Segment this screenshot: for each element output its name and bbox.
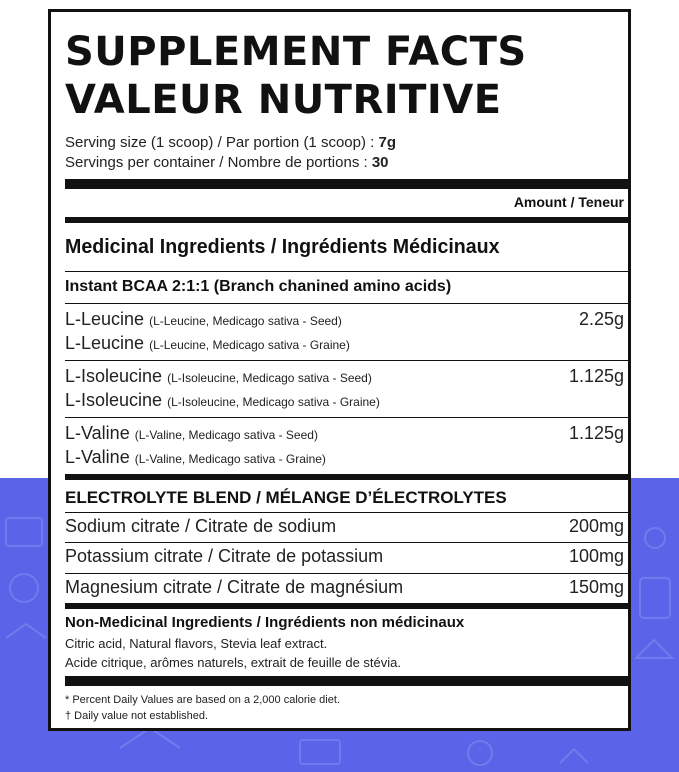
electrolyte-magnesium: Magnesium citrate / Citrate de magnésium: [65, 577, 404, 597]
ingredient-name: L-Leucine: [65, 333, 145, 353]
ingredient-detail: (L-Leucine, Medicago sativa - Seed): [149, 314, 342, 328]
divider-thin: [65, 512, 628, 513]
divider-thick: [65, 179, 628, 189]
ingredient-isoleucine-en: [65, 365, 372, 389]
footnote-daily-values: * Percent Daily Values are based on a 2,000 calorie diet.: [65, 694, 340, 706]
footnote-not-established: † Daily value not established.: [65, 710, 209, 722]
ingredient-name: L-Leucine: [65, 309, 145, 329]
divider-thick: [65, 676, 628, 686]
bcaa-blend-heading: Instant BCAA 2:1:1 (Branch chanined amino acids): [65, 278, 452, 295]
divider-thin: [65, 573, 628, 574]
medicinal-ingredients-heading: Medicinal Ingredients / Ingrédients Médicinaux: [65, 236, 500, 258]
electrolyte-potassium: Potassium citrate / Citrate de potassium: [65, 546, 384, 566]
ingredient-amount: 1.125g: [568, 423, 624, 443]
ingredient-leucine-en: [65, 308, 342, 332]
ingredient-detail: (L-Leucine, Medicago sativa - Graine): [149, 338, 350, 352]
divider-medium: [65, 474, 628, 480]
electrolyte-amount: 200mg: [568, 516, 624, 536]
servings-per-container-value: 30: [371, 154, 389, 171]
electrolyte-blend-heading: ELECTROLYTE BLEND / MÉLANGE D’ÉLECTROLYTES: [65, 488, 507, 507]
servings-per-container: [65, 154, 389, 172]
serving-size: [65, 134, 396, 152]
ingredient-detail: (L-Valine, Medicago sativa - Graine): [134, 452, 326, 466]
electrolyte-sodium: Sodium citrate / Citrate de sodium: [65, 516, 337, 536]
divider-thin: [65, 417, 628, 418]
ingredient-detail: (L-Isoleucine, Medicago sativa - Seed): [167, 371, 372, 385]
divider-thin: [65, 542, 628, 543]
ingredient-isoleucine-fr: [65, 389, 380, 413]
non-medicinal-text-fr: Acide citrique, arômes naturels, extrait de feuille de stévia.: [65, 655, 402, 670]
servings-per-container-label: Servings per container / Nombre de portions :: [65, 154, 372, 171]
title-english: SUPPLEMENT FACTS: [65, 29, 527, 75]
electrolyte-amount: 150mg: [568, 577, 624, 597]
ingredient-name: L-Isoleucine: [65, 390, 163, 410]
ingredient-detail: (L-Isoleucine, Medicago sativa - Graine): [167, 395, 380, 409]
ingredient-name: L-Valine: [65, 423, 130, 443]
ingredient-amount: 1.125g: [568, 366, 624, 386]
non-medicinal-heading: Non-Medicinal Ingredients / Ingrédients non médicinaux: [65, 614, 465, 631]
supplement-facts-panel: [48, 9, 631, 731]
amount-header: Amount / Teneur: [513, 194, 624, 210]
ingredient-valine-fr: [65, 446, 326, 470]
ingredient-amount: 2.25g: [578, 309, 624, 329]
serving-size-value: 7g: [378, 134, 396, 151]
divider-thin: [65, 271, 628, 272]
title-french: VALEUR NUTRITIVE: [65, 77, 502, 123]
ingredient-leucine-fr: [65, 332, 350, 356]
ingredient-name: L-Valine: [65, 447, 130, 467]
ingredient-name: L-Isoleucine: [65, 366, 163, 386]
ingredient-valine-en: [65, 422, 318, 446]
ingredient-detail: (L-Valine, Medicago sativa - Seed): [134, 428, 318, 442]
non-medicinal-text-en: Citric acid, Natural flavors, Stevia leaf extract.: [65, 636, 328, 651]
divider-thin: [65, 360, 628, 361]
divider-thin: [65, 303, 628, 304]
divider-medium: [65, 217, 628, 223]
divider-medium: [65, 603, 628, 609]
serving-size-label: Serving size (1 scoop) / Par portion (1 scoop) :: [65, 134, 379, 151]
electrolyte-amount: 100mg: [568, 546, 624, 566]
